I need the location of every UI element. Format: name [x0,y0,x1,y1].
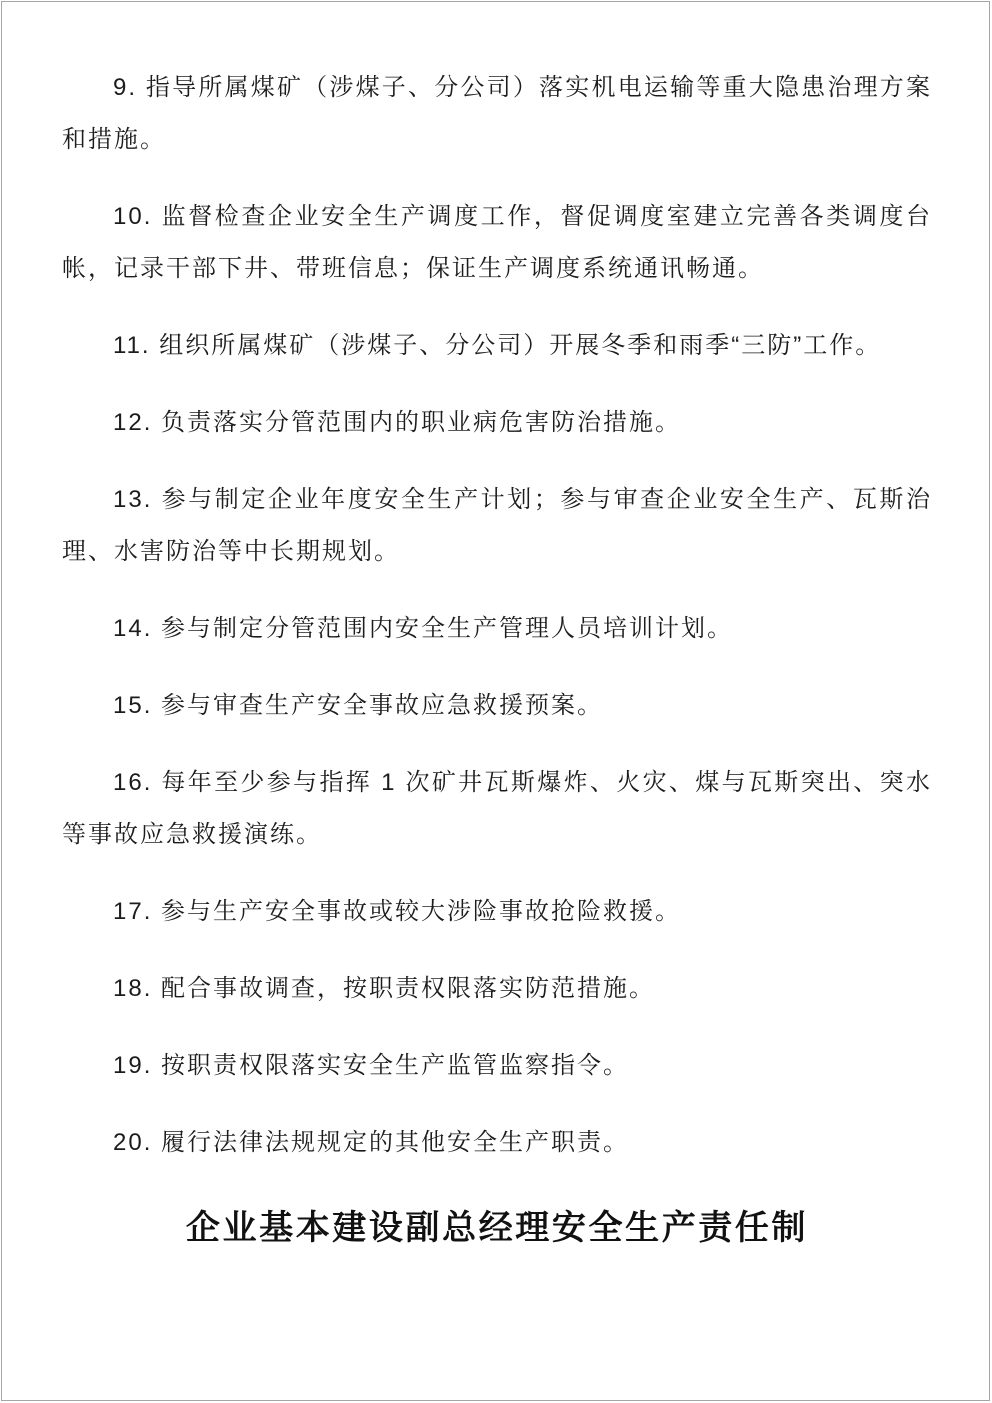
document-body [62,62,932,1250]
item-text: 参与制定企业年度安全生产计划；参与审查企业安全生产、瓦斯治理、水害防治等中长期规划。 [62,486,933,565]
item-text: 配合事故调查，按职责权限落实防范措施。 [161,975,656,1002]
item-text: 每年至少参与指挥 1 次矿井瓦斯爆炸、火灾、煤与瓦斯突出、突水等事故应急救援演练。 [62,769,932,848]
item-number: 11. [113,332,151,359]
item-text: 监督检查企业安全生产调度工作，督促调度室建立完善各类调度台帐，记录干部下井、带班信息；保证生产调度系统通讯畅通。 [62,203,933,282]
list-item [62,62,932,166]
item-text: 按职责权限落实安全生产监管监察指令。 [161,1052,630,1079]
item-number: 17. [113,898,153,925]
list-item [62,320,932,372]
item-number: 20. [113,1129,153,1156]
list-item [62,191,932,295]
item-text: 参与生产安全事故或较大涉险事故抢险救援。 [161,898,682,925]
list-item [62,963,932,1015]
item-number: 10. [113,203,153,230]
list-item [62,397,932,449]
list-item [62,757,932,861]
item-number: 16. [113,769,153,796]
list-item [62,1117,932,1169]
list-item [62,474,932,578]
section-heading: 企业基本建设副总经理安全生产责任制 [185,1208,809,1248]
list-item [62,1040,932,1092]
item-number: 12. [113,409,153,436]
item-text: 履行法律法规规定的其他安全生产职责。 [161,1129,630,1156]
item-number: 15. [113,692,153,719]
item-number: 14. [113,615,153,642]
item-number: 18. [113,975,153,1002]
list-item [62,680,932,732]
list-item [62,886,932,938]
item-text: 指导所属煤矿（涉煤子、分公司）落实机电运输等重大隐患治理方案和措施。 [62,74,933,153]
item-number: 19. [113,1052,153,1079]
item-text: 负责落实分管范围内的职业病危害防治措施。 [161,409,682,436]
list-item [62,603,932,655]
item-text: 组织所属煤矿（涉煤子、分公司）开展冬季和雨季“三防”工作。 [159,332,882,359]
item-number: 13. [113,486,153,513]
item-text: 参与审查生产安全事故应急救援预案。 [161,692,604,719]
item-text: 参与制定分管范围内安全生产管理人员培训计划。 [161,615,734,642]
item-number: 9. [113,74,138,101]
